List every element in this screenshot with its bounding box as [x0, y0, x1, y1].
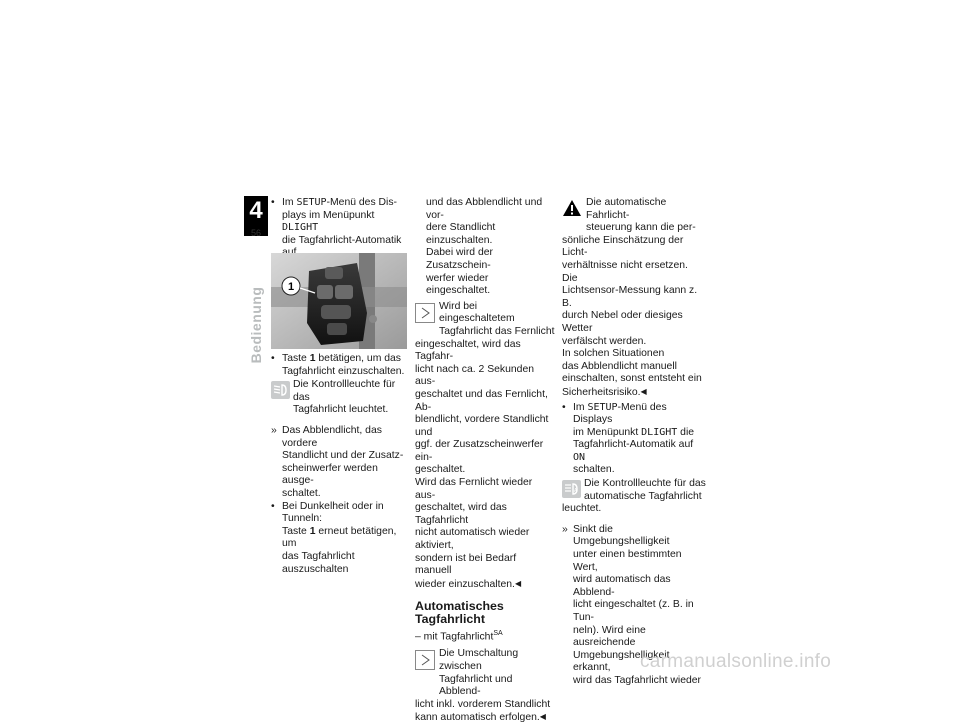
- low-beam-lamp-icon: [271, 381, 290, 399]
- bullet-item: • Bei Dunkelheit oder in Tunneln: Taste 1 erneut betätigen, um das Tagfahrlicht auszuschalten: [271, 500, 397, 575]
- column-1-lower: [271, 353, 411, 576]
- chapter-title-vertical: Bedienung: [248, 286, 264, 364]
- bullet-item: • Im SETUP-Menü des Displays im Menüpunkt DLIGHT die Tagfahrlicht-Automatik auf ON schalten.: [562, 401, 695, 476]
- result-item: » Das Abblendlicht, das vordere Standlicht und der Zusatz- scheinwerfer werden ausge- schaltet.: [271, 424, 404, 499]
- note-flag-icon: [415, 303, 435, 323]
- note-block: Wird bei eingeschaltetem Tagfahrlicht das Fernlicht eingeschaltet, wird das Tagfahr- licht nach ca. 2 Sekunden aus- geschaltet und das Fernlicht, Ab- blendlicht, vordere Standlicht und ggf. der Zusatzscheinwerfer ein- geschaltet. Wird das Fernlicht wieder aus- geschaltet, wird das Tagfahrlicht nicht automatisch wieder aktiviert, sondern ist bei Bedarf manuell wieder einzuschalten.◀: [415, 300, 555, 590]
- page-number: 56: [250, 228, 261, 238]
- watermark: carmanualsonline.info: [640, 651, 832, 672]
- end-marker-icon: ◀: [539, 712, 546, 722]
- bullet-icon: •: [562, 401, 566, 413]
- column-2: [415, 197, 555, 725]
- handlebar-switch-illustration: [271, 253, 407, 349]
- column-3: [562, 197, 706, 688]
- note-block: Die Umschaltung zwischen Tagfahrlicht und Abblend- licht inkl. vorderem Standlicht kann automatisch erfolgen.◀: [415, 648, 551, 724]
- paragraph: und das Abblendlicht und vor- dere Standlicht einzuschalten. Dabei wird der Zusatzschein- werfer wieder eingeschaltet.: [426, 197, 543, 297]
- end-marker-icon: ◀: [514, 578, 522, 588]
- note-item: Die Kontrollleuchte für das Tagfahrlicht leuchtet.: [271, 379, 411, 417]
- result-arrow-icon: »: [271, 424, 277, 436]
- bullet-item: • Taste 1 betätigen, um das Tagfahrlicht einzuschalten.: [271, 353, 405, 377]
- section-heading: Automatisches Tagfahrlicht: [415, 599, 504, 627]
- bullet-item: • Im SETUP-Menü des Dis- plays im Menüpunkt DLIGHT die Tagfahrlicht-Automatik: [271, 197, 402, 246]
- bullet-icon: •: [271, 500, 275, 512]
- end-marker-icon: ◀: [640, 386, 647, 396]
- warning-triangle-icon: [562, 199, 582, 217]
- bullet-icon: •: [271, 353, 275, 364]
- option-line: – mit Tagfahrlicht$^{SA}$: [415, 630, 503, 643]
- bullet-icon: •: [271, 197, 275, 208]
- auto-daytime-light-icon: [562, 480, 581, 498]
- note-flag-icon: [415, 650, 435, 670]
- chapter-number: 4: [249, 197, 263, 224]
- warning-block: Die automatische Fahrlicht- steuerung kann die per- sönliche Einschätzung der Licht- verhältnisse nicht ersetzen. Die Lichtsensor-Messung kann z. B. durch Nebel oder diesiges Wetter verfälscht werden. In solchen Situationen das Abblendlicht manuell einschalten, sonst entsteht ein Sicherheitsrisiko.◀: [562, 197, 702, 398]
- note-item: A Die Kontrollleuchte für das automatische Tagfahrlicht leuchtet.: [562, 478, 706, 515]
- result-item: » Sinkt die Umgebungshelligkeit unter einen bestimmten Wert, wird automatisch das Abblend- licht eingeschaltet (z. B. in Tun- neln). Wird eine ausreichende Umgebungshelligkeit erkannt, wird das Tagfahrlicht wieder: [562, 523, 702, 686]
- result-arrow-icon: »: [562, 523, 568, 535]
- svg-text:A: A: [574, 488, 578, 495]
- figure-callout-label: 1: [287, 281, 295, 293]
- handlebar-switch-photo: [271, 253, 407, 349]
